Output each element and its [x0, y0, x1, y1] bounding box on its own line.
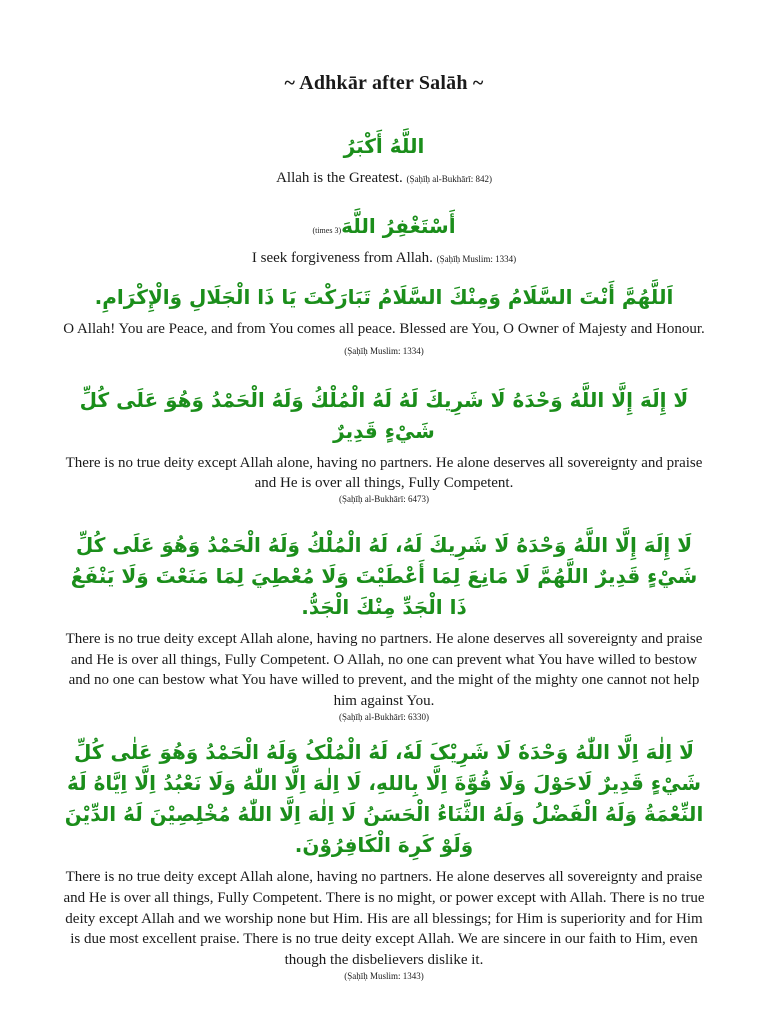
hadith-reference: (Ṣaḥīḥ Muslim: 1343) [344, 970, 424, 981]
translation-text: There is no true deity except Allah alone, having no partners. He alone deserves all sovereignty and praise and He is over all things, Fully Competent. [65, 454, 703, 492]
dhikr-4 [60, 385, 708, 506]
dhikr-3 [60, 282, 708, 360]
arabic-text: لَا إِلَهَ إِلَّا اللَّهُ وَحْدَهُ لَا شَرِيكَ لَهُ، لَهُ الْمُلْكُ وَلَهُ الْحَمْدُ وَهُوَ عَلَى كُلِّ شَيْءٍ قَدِيرٌ اللَّهُمَّ لَا مَانِعَ لِمَا أَعْطَيْتَ وَلَا مُعْطِيَ لِمَا مَنَعْتَ وَلَا يَنْفَعُ ذَا الْجَدِّ مِنْكَ الْجَدُّ. [70, 532, 698, 619]
repeat-note: (3 times) [312, 225, 342, 235]
arabic-text: اَللَّهُمَّ أَنْتَ السَّلَامُ وَمِنْكَ السَّلَامُ تَبَارَكْتَ يَا ذَا الْجَلَالِ وَالْإِكْرَامِ. [94, 285, 674, 310]
translation-text: There is no true deity except Allah alone, having no partners. He alone deserves all sovereignty and praise and He is over all things, Fully Competent. O Allah, no one can prevent what You have willed to bestow and no one can bestow what You have willed to prevent, and the might of the mighty one cannot not help him against You. [65, 630, 703, 709]
arabic-line [60, 211, 708, 242]
dhikr-1 [60, 131, 708, 189]
page-title: ~ Adhkār after Salāh ~ [284, 72, 484, 94]
dhikr-5 [60, 530, 708, 723]
translation [60, 248, 708, 269]
arabic-text: اللَّهُ أَكْبَرُ [343, 134, 425, 158]
translation [60, 168, 708, 189]
hadith-reference: (Ṣaḥīḥ al-Bukhārī: 6330) [339, 711, 429, 722]
hadith-reference: (Ṣaḥīḥ al-Bukhārī: 6473) [339, 494, 429, 505]
dhikr-2 [60, 211, 708, 269]
arabic-text: أَسْتَغْفِرُ اللَّهَ [341, 213, 456, 238]
hadith-reference: (Ṣaḥīḥ al-Bukhārī: 842) [406, 174, 492, 184]
hadith-reference: (Ṣaḥīḥ Muslim: 1334) [436, 253, 517, 264]
translation-text: I seek forgiveness from Allah. [251, 249, 433, 266]
translation [60, 319, 708, 360]
translation-text: There is no true deity except Allah alone, having no partners. He alone deserves all sovereignty and praise and He is over all things, Fully Competent. There is no might, or power except with Allah. There is no true deity except Allah and we worship none but Him. His are all blessings; for Him is superiority and for Him is due most excellent praise. There is no true deity except Allah. We are sincere in our faith to Him, even though the disbelievers dislike it. [63, 869, 705, 968]
hadith-reference: (Ṣaḥīḥ Muslim: 1334) [344, 346, 424, 357]
translation-text: O Allah! You are Peace, and from You comes all peace. Blessed are You, O Owner of Majesty and Honour. [63, 321, 705, 338]
dhikr-6 [60, 737, 708, 982]
arabic-text: لَا اِلٰهَ اِلَّا اللّٰهُ وَحْدَهٗ لَا شَرِيْکَ لَهٗ، لَهُ الْمُلْکُ وَلَهُ الْحَمْدُ وَهُوَ عَلٰى كُلِّ شَيْءٍ قَدِيرٌ لَاحَوْلَ وَلَا قُوَّةَ اِلَّا بِاللهِ، لَا اِلٰهَ اِلَّا اللّٰهُ وَلَا نَعْبُدُ اِلَّا اِيَّاهُ لَهُ النِّعْمَةُ وَلَهُ الْفَضْلُ وَلَهُ الثَّنَاءُ الْحَسَنُ لَا اِلٰهَ اِلَّا اللّٰهُ مُخْلِصِيْنَ لَهُ الدِّيْنَ وَلَوْ كَرِهَ الْكَافِرُوْنَ. [64, 740, 704, 858]
translation-text: Allah is the Greatest. [276, 170, 403, 186]
arabic-text: لَا إِلَهَ إِلَّا اللَّهُ وَحْدَهُ لَا شَرِيكَ لَهُ لَهُ الْمُلْكُ وَلَهُ الْحَمْدُ وَهُوَ عَلَى كُلِّ شَيْءٍ قَدِيرٌ [79, 387, 689, 443]
